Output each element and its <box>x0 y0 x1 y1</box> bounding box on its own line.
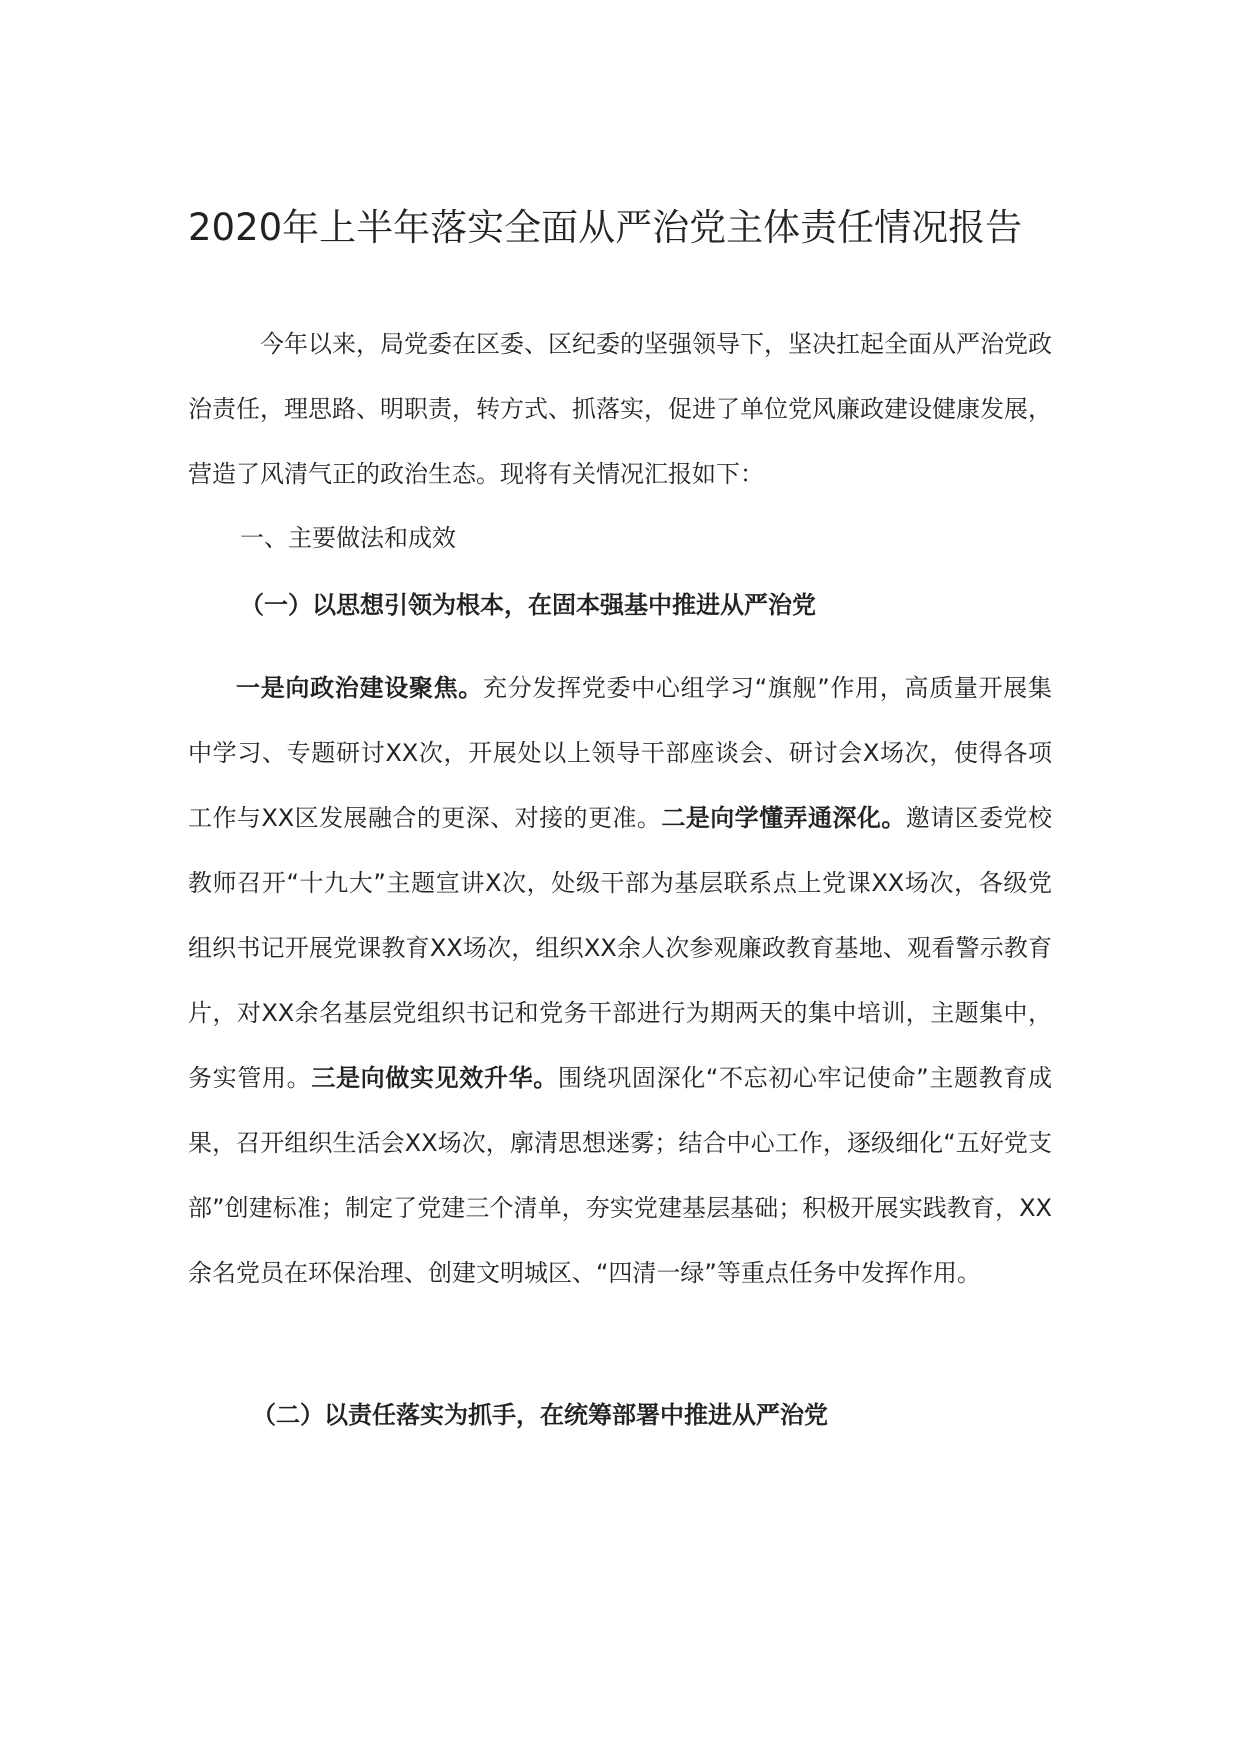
lead-phrase: 二是向学懂弄通深化。 <box>661 804 906 832</box>
subsection-heading-ideological-guidance: （一）以思想引领为根本，在固本强基中推进从严治党 <box>240 591 816 619</box>
section-heading-main-practices: 一、主要做法和成效 <box>240 524 456 552</box>
document-title: 2020年上半年落实全面从严治党主体责任情况报告 <box>188 206 1023 249</box>
lead-phrase: 三是向做实见效升华。 <box>311 1064 558 1092</box>
subsection-heading-responsibility: （二）以责任落实为抓手，在统筹部署中推进从严治党 <box>252 1401 828 1429</box>
body-paragraph <box>188 656 1052 1306</box>
intro-paragraph: 今年以来，局党委在区委、区纪委的坚强领导下，坚决扛起全面从严治党政治责任，理思路、明职责，转方式、抓落实，促进了单位党风廉政建设健康发展，营造了风清气正的政治生态。现将有关情况汇报如下： <box>188 330 1052 488</box>
paragraph-text: 围绕巩固深化“不忘初心牢记使命”主题教育成果，召开组织生活会XX场次，廓清思想迷雾；结合中心工作，逐级细化“五好党支部”创建标准；制定了党建三个清单，夯实党建基层基础；积极开展实践教育，XX余名党员在环保治理、创建文明城区、“四清一绿”等重点任务中发挥作用。 <box>188 1064 1053 1287</box>
lead-phrase: 一是向政治建设聚焦。 <box>236 674 484 702</box>
paragraph-text: 充分发挥党委中心组学习“旗舰”作用，高质量开展集中学习、专题研讨XX次，开展处以上领导干部座谈会、研讨会X场次，使得各项工作与XX区发展融合的更深、对接的更准。 <box>188 674 1052 832</box>
paragraph-text: 邀请区委党校教师召开“十九大”主题宣讲X次，处级干部为基层联系点上党课XX场次，各级党组织书记开展党课教育XX场次，组织XX余人次参观廉政教育基地、观看警示教育片，对XX余名基层党组织书记和党务干部进行为期两天的集中培训，主题集中，务实管用。 <box>188 804 1053 1092</box>
